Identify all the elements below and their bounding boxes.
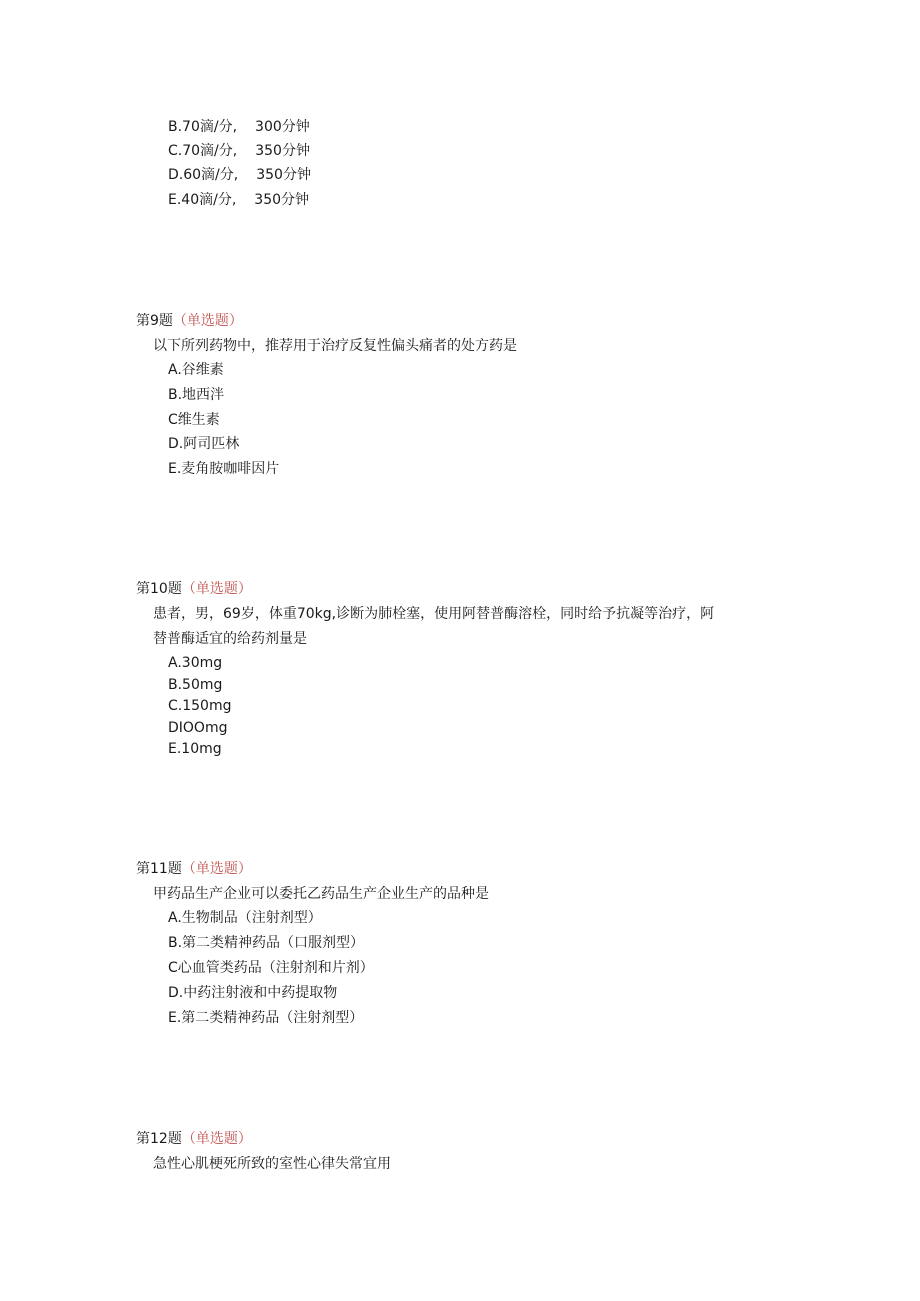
- question-11-option-a: A.生物制品（注射剂型）: [168, 910, 322, 926]
- question-type: （单选题）: [181, 581, 252, 597]
- question-11-option-e: E.第二类精神药品（注射剂型）: [168, 1010, 364, 1026]
- question-10-option-d: DIOOmg: [168, 720, 228, 736]
- question-10-option-e: E.10mg: [168, 741, 222, 757]
- option-value: 350分钟: [254, 192, 310, 208]
- question-10-option-a: A.30mg: [168, 655, 223, 671]
- option-prev-e: [168, 190, 309, 210]
- question-10-stem-line-2: 替普酶适宜的给药剂量是: [153, 631, 307, 647]
- option-label: E.40滴/分,: [168, 192, 237, 208]
- option-value: 300分钟: [255, 119, 310, 135]
- option-value: 350分钟: [255, 143, 310, 159]
- option-prev-b: [168, 117, 310, 137]
- question-10-stem-line-1: 患者，男，69岁，体重70kg,诊断为肺栓塞，使用阿替普酶溶栓，同时给予抗凝等治疗，阿: [153, 606, 715, 622]
- question-9-option-e: E.麦角胺咖啡因片: [168, 461, 280, 477]
- question-12-header: [136, 1129, 252, 1149]
- question-number: 第12题: [136, 1131, 182, 1147]
- option-value: 350分钟: [256, 167, 311, 183]
- question-11-stem: 甲药品生产企业可以委托乙药品生产企业生产的品种是: [153, 886, 489, 902]
- question-10-option-c: C.150mg: [168, 698, 232, 714]
- question-9-header: [136, 311, 243, 331]
- question-number: 第10题: [136, 581, 182, 597]
- question-11-header: [136, 859, 252, 879]
- question-number: 第9题: [136, 313, 173, 329]
- question-12-stem: 急性心肌梗死所致的室性心律失常宜用: [153, 1156, 391, 1172]
- question-type: （单选题）: [181, 861, 252, 877]
- question-9-option-d: D.阿司匹林: [168, 436, 240, 452]
- question-9-option-c: C维生素: [168, 412, 220, 428]
- question-10-header: [136, 579, 252, 599]
- question-type: （单选题）: [181, 1131, 252, 1147]
- question-9-option-a: A.谷维素: [168, 362, 224, 378]
- question-9-stem: 以下所列药物中，推荐用于治疗反复性偏头痛者的处方药是: [153, 338, 517, 354]
- question-10-option-b: B.50mg: [168, 677, 223, 693]
- option-label: C.70滴/分,: [168, 143, 238, 159]
- option-prev-d: [168, 165, 311, 185]
- question-11-option-b: B.第二类精神药品（口服剂型）: [168, 935, 365, 951]
- option-label: B.70滴/分,: [168, 119, 238, 135]
- option-prev-c: [168, 141, 310, 161]
- question-number: 第11题: [136, 861, 182, 877]
- question-type: （单选题）: [172, 313, 243, 329]
- question-11-option-c: C心血管类药品（注射剂和片剂）: [168, 960, 374, 976]
- option-label: D.60滴/分,: [168, 167, 239, 183]
- question-11-option-d: D.中药注射液和中药提取物: [168, 985, 338, 1001]
- question-9-option-b: B.地西泮: [168, 387, 225, 403]
